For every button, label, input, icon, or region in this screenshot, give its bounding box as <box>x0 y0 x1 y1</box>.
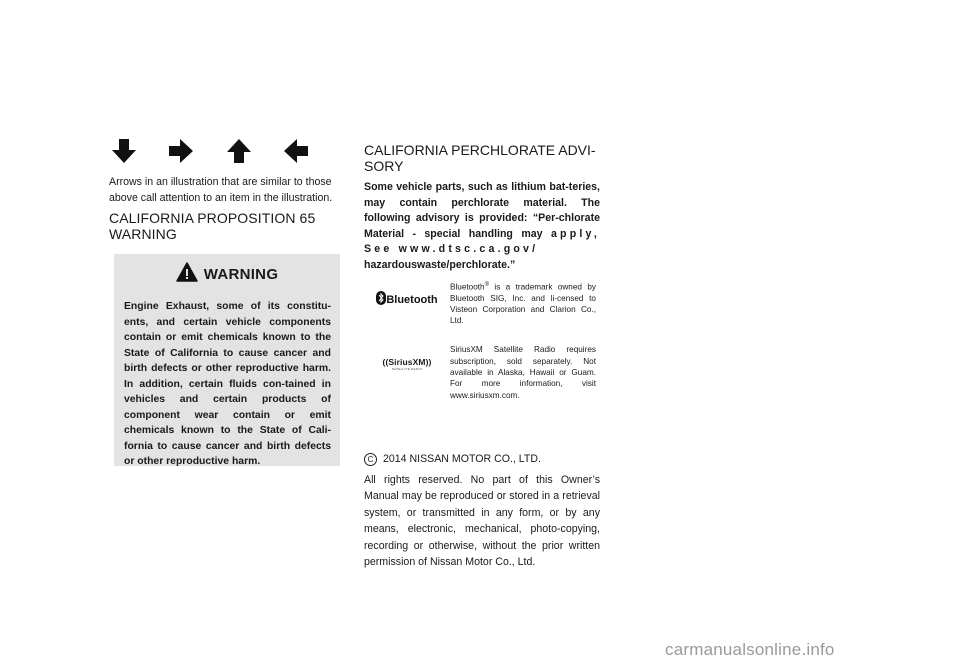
left-column <box>109 132 345 466</box>
bluetooth-icon <box>376 291 386 308</box>
arrow-down-icon <box>111 138 137 164</box>
arrow-up-icon <box>226 138 252 164</box>
prop65-heading <box>109 210 345 242</box>
siriusxm-logo-text: ((SiriusXM)) <box>382 357 432 368</box>
registered-mark: ® <box>484 281 490 288</box>
perchlorate-heading-line1: CALIFORNIA PERCHLORATE ADVI- <box>364 142 596 158</box>
perchlorate-advisory <box>364 180 600 274</box>
siriusxm-notice <box>364 344 600 400</box>
warning-triangle-icon <box>176 262 198 287</box>
right-column <box>364 142 600 571</box>
prop65-heading-line2: WARNING <box>109 226 177 242</box>
siriusxm-text: SiriusXM Satellite Radio requires subscription, sold separately. Not available in Alaska, Hawaii or Guam. For more information, visit www.siriusxm.com. <box>450 345 596 400</box>
perchlorate-heading <box>364 142 600 174</box>
prop65-heading-line1: CALIFORNIA PROPOSITION 65 <box>109 210 316 226</box>
watermark: carmanualsonline.info <box>665 640 835 659</box>
warning-title <box>114 254 340 285</box>
bluetooth-notice <box>364 280 600 327</box>
rights-text: All rights reserved. No part of this Owner’s Manual may be reproduced or stored in a retrieval system, or transmitted in any form, or by any means, electronic, mechanical, photo-copying, recording or otherwise, without the prior written permission of Nissan Motor Co., Ltd. <box>364 473 600 569</box>
warning-label: WARNING <box>203 265 279 283</box>
bluetooth-logo-text: Bluetooth <box>386 293 438 306</box>
bluetooth-text: Bluetooth® is a trademark owned by Bluetooth SIG, Inc. and li-censed to Visteon Corporation and Clarion Co., Ltd. <box>450 281 596 326</box>
copyright-text: 2014 NISSAN MOTOR CO., LTD. <box>383 453 541 466</box>
copyright-icon: C <box>364 453 377 466</box>
warning-box <box>114 254 340 466</box>
perchlorate-url: apply, See www.dtsc.ca.gov/ <box>364 227 600 256</box>
perchlorate-url-end: hazardouswaste/perchlorate.” <box>364 258 516 271</box>
arrow-legend <box>111 132 309 170</box>
perchlorate-heading-line2: SORY <box>364 158 404 174</box>
arrow-right-icon <box>168 138 194 164</box>
copyright-line <box>364 453 600 466</box>
warning-text: Engine Exhaust, some of its constitu-ents, and certain vehicle components contain or emit chemicals known to the State of California to cause cancer and birth defects or other reproductive harm. In addition, certain fluids con-tained in vehicles and certain products of component wear contain or emit chemicals known to the State of Cali-fornia to cause cancer and birth defects or other reproductive harm. <box>124 301 331 467</box>
arrow-left-icon <box>283 138 309 164</box>
perchlorate-text: Some vehicle parts, such as lithium bat-teries, may contain perchlorate material. The following advisory is provided: “Per-chlorate Material - special handling may <box>364 181 600 240</box>
arrows-description: Arrows in an illustration that are similar to those above call attention to an item in the illustration. <box>109 176 333 204</box>
siriusxm-logo-subtext: SATELLITE RADIO <box>391 367 423 372</box>
siriusxm-logo <box>364 344 450 384</box>
bluetooth-logo <box>364 280 450 320</box>
